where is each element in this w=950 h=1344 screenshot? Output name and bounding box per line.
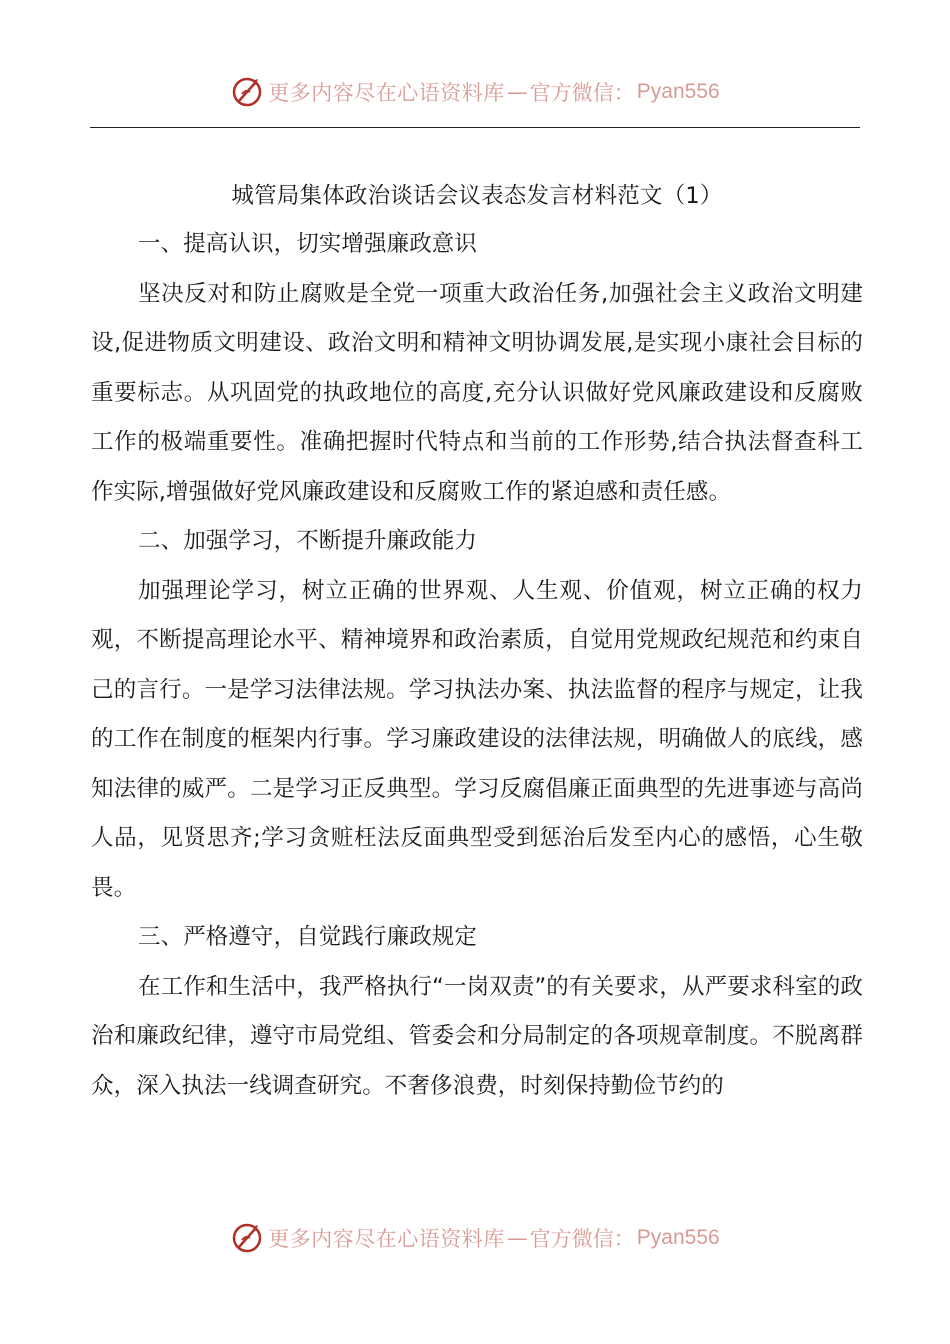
pen-logo-icon — [230, 75, 264, 109]
section-heading: 二、加强学习，不断提升廉政能力 — [138, 528, 478, 554]
section-paragraph: 加强理论学习，树立正确的世界观、人生观、价值观，树立正确的权力观，不断提高理论水平、精神境界和政治素质，自觉用党规政纪规范和约束自己的言行。一是学习法律法规。学习执法办案、执法监督的程序与规定，让我的工作在制度的框架内行事。学习廉政建设的法律法规，明确做人的底线，感知法律的威严。二是学习正反典型。学习反腐倡廉正面典型的先进事迹与高尚人品，见贤思齐;学习贪赃枉法反面典型受到惩治后发至内心的感悟，心生敬畏。 — [91, 577, 863, 901]
watermark-wechat-id: Pyan556 — [636, 80, 720, 103]
section-paragraph: 坚决反对和防止腐败是全党一项重大政治任务,加强社会主义政治文明建设,促进物质文明建设、政治文明和精神文明协调发展,是实现小康社会目标的重要标志。从巩固党的执政地位的高度,充分认识做好党风廉政建设和反腐败工作的极端重要性。准确把握时代特点和当前的工作形势,结合执法督查科工作实际,增强做好党风廉政建设和反腐败工作的紧迫感和责任感。 — [91, 280, 863, 505]
watermark-text: 更多内容尽在心语资料库 — [268, 81, 505, 105]
document-body — [91, 172, 863, 1111]
watermark-wechat-label: 官方微信： — [529, 1227, 635, 1251]
header-watermark — [0, 72, 950, 112]
watermark-wechat-id: Pyan556 — [636, 1226, 720, 1249]
section-heading: 三、严格遵守，自觉践行廉政规定 — [138, 924, 478, 950]
watermark-separator: — — [506, 1226, 528, 1250]
section-paragraph: 在工作和生活中，我严格执行“一岗双责”的有关要求，从严要求科室的政治和廉政纪律，遵守市局党组、管委会和分局制定的各项规章制度。不脱离群众，深入执法一线调查研究。不奢侈浪费，时刻保持勤俭节约的 — [91, 973, 863, 1099]
footer-watermark — [0, 1218, 950, 1258]
header-divider — [90, 127, 860, 128]
watermark-text: 更多内容尽在心语资料库 — [268, 1227, 505, 1251]
document-title: 城管局集体政治谈话会议表态发言材料范文（1） — [231, 183, 723, 209]
watermark-wechat-label: 官方微信： — [529, 81, 635, 105]
pen-logo-icon — [230, 1221, 264, 1255]
section-heading: 一、提高认识，切实增强廉政意识 — [138, 231, 478, 257]
watermark-separator: — — [506, 80, 528, 104]
